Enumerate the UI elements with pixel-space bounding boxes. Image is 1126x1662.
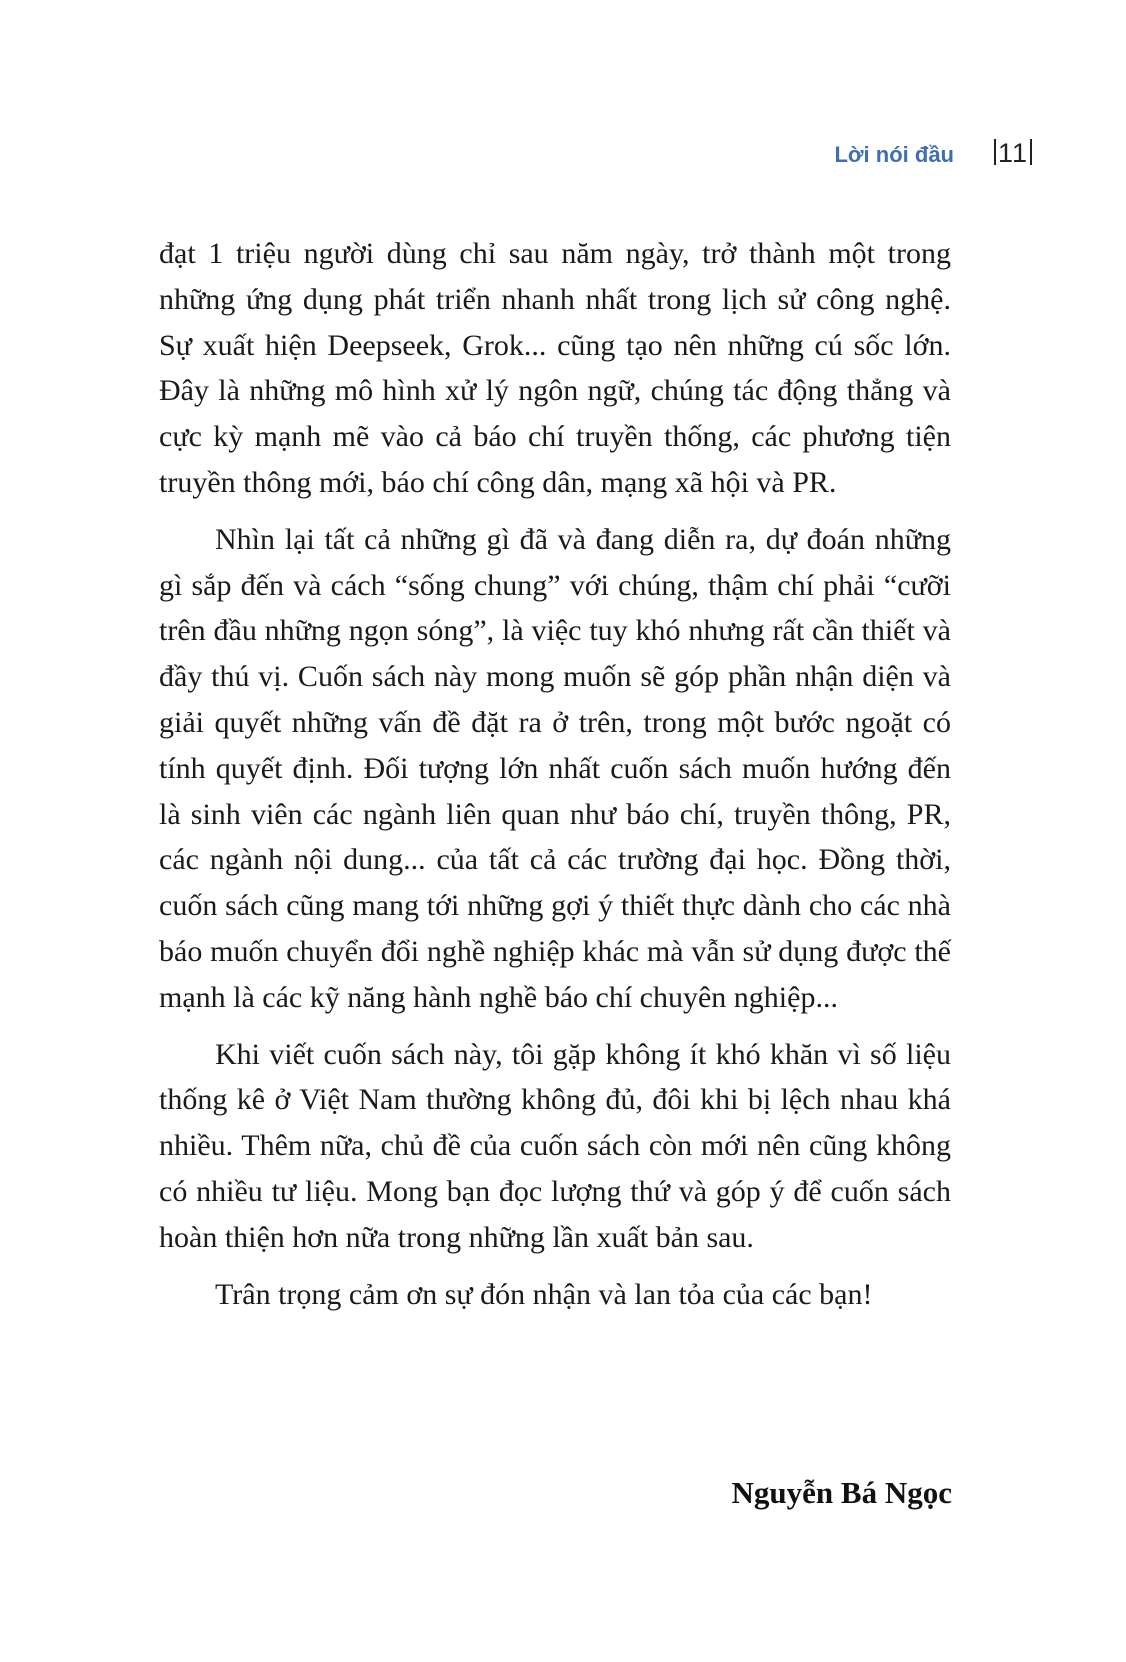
paragraph-outlook: Nhìn lại tất cả những gì đã và đang diễn ra, dự đoán những gì sắp đến và cách “sống chung” với chúng, thậm chí phải “cưỡi trên đầu những ngọn sóng”, là việc tuy khó nhưng rất cần thiết và đầy thú vị. Cuốn sách này mong muốn sẽ góp phần nhận diện và giải quyết những vấn đề đặt ra ở trên, trong một bước ngoặt có tính quyết định. Đối tượng lớn nhất cuốn sách muốn hướng đến là sinh viên các ngành liên quan như báo chí, truyền thông, PR, các ngành nội dung... của tất cả các trường đại học. Đồng thời, cuốn sách cũng mang tới những gợi ý thiết thực dành cho các nhà báo muốn chuyển đổi nghề nghiệp khác mà vẫn sử dụng được thế mạnh là các kỹ năng hành nghề báo chí chuyên nghiệp...	[159, 522, 951, 1014]
page-number	[992, 138, 1034, 169]
paragraph-continued: đạt 1 triệu người dùng chỉ sau năm ngày, trở thành một trong những ứng dụng phát triển nhanh nhất trong lịch sử công nghệ. Sự xuất hiện Deepseek, Grok... cũng tạo nên những cú sốc lớn. Đây là những mô hình xử lý ngôn ngữ, chúng tác động thẳng và cực kỳ mạnh mẽ vào cả báo chí truyền thống, các phương tiện truyền thông mới, báo chí công dân, mạng xã hội và PR.	[159, 237, 951, 499]
page-number-right-rule	[1030, 139, 1032, 165]
page-number-value: 11	[998, 138, 1029, 168]
paragraph-thanks: Trân trọng cảm ơn sự đón nhận và lan tỏa của các bạn!	[215, 1277, 873, 1311]
running-header	[0, 138, 1126, 178]
paragraph-difficulties: Khi viết cuốn sách này, tôi gặp không ít khó khăn vì số liệu thống kê ở Việt Nam thường không đủ, đôi khi bị lệch nhau khá nhiều. Thêm nữa, chủ đề của cuốn sách còn mới nên cũng không có nhiều tư liệu. Mong bạn đọc lượng thứ và góp ý để cuốn sách hoàn thiện hơn nữa trong những lần xuất bản sau.	[159, 1037, 951, 1254]
author-signature: Nguyễn Bá Ngọc	[731, 1475, 952, 1510]
page-number-left-rule	[994, 139, 996, 165]
chapter-title: Lời nói đầu	[834, 142, 954, 167]
body-text	[159, 231, 951, 1328]
